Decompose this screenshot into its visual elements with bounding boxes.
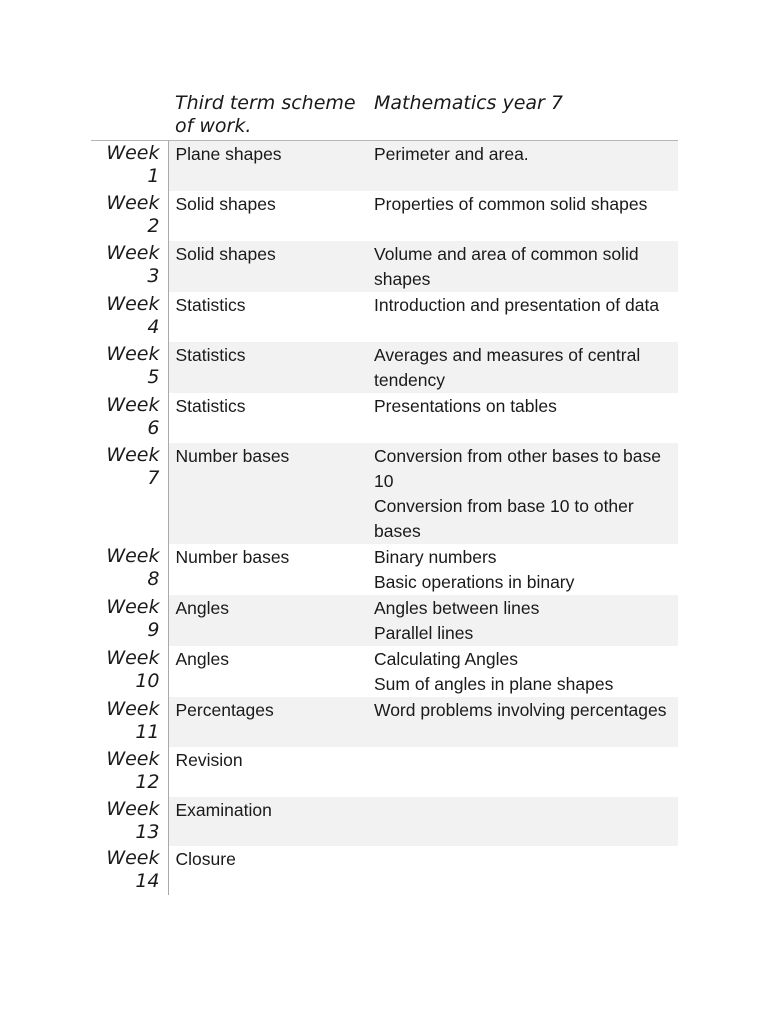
subtopic-line: Word problems involving percentages	[374, 699, 667, 720]
week-number: 6	[147, 416, 160, 439]
week-cell	[91, 292, 168, 342]
week-cell	[91, 595, 168, 646]
week-cell	[91, 191, 168, 241]
week-number: 11	[135, 720, 160, 743]
week-number: 9	[147, 618, 160, 641]
week-label: Week	[106, 292, 160, 315]
table-row	[91, 797, 678, 846]
table-row	[91, 595, 678, 646]
header-title: Third term scheme of work.	[168, 92, 371, 141]
week-cell	[91, 443, 168, 544]
week-label: Week	[106, 747, 160, 770]
topic-cell: Angles	[175, 648, 230, 669]
week-number: 4	[147, 315, 160, 338]
subtopic-cell	[371, 443, 678, 544]
topic-cell: Number bases	[175, 546, 290, 567]
week-number: 12	[135, 770, 160, 793]
header-week-cell	[91, 92, 168, 141]
subtopic-cell	[371, 646, 678, 697]
subtopic-line: Conversion from base 10 to other bases	[374, 495, 634, 541]
week-label: Week	[106, 443, 160, 466]
week-cell	[91, 393, 168, 443]
subtopic-cell	[371, 141, 678, 191]
week-cell	[91, 544, 168, 595]
table-row	[91, 544, 678, 595]
week-number: 3	[147, 264, 160, 287]
header-subject: Mathematics year 7	[371, 92, 678, 141]
week-cell	[91, 342, 168, 393]
subtopic-cell	[371, 846, 678, 895]
subtopic-line: Parallel lines	[374, 622, 474, 643]
table-row	[91, 846, 678, 895]
week-label: Week	[106, 697, 160, 720]
topic-cell: Number bases	[168, 443, 371, 544]
week-number: 14	[135, 869, 160, 892]
table-row	[91, 646, 678, 697]
scheme-of-work-table	[91, 92, 678, 895]
table-row	[91, 141, 678, 191]
subtopic-line: Averages and measures of central tendency	[374, 344, 641, 390]
week-number: 1	[147, 165, 160, 187]
week-cell	[91, 797, 168, 846]
week-number: 2	[147, 214, 160, 237]
week-label: Week	[106, 646, 160, 669]
week-cell	[91, 141, 168, 191]
table-row	[91, 697, 678, 747]
topic-cell: Closure	[175, 848, 236, 869]
subtopic-line: Introduction and presentation of data	[374, 294, 660, 315]
week-number: 13	[135, 820, 160, 843]
table-header	[91, 92, 678, 141]
topic-cell: Solid shapes	[168, 241, 371, 292]
topic-cell: Solid shapes	[175, 193, 276, 214]
subtopic-line: Calculating Angles	[374, 648, 518, 669]
topic-cell: Plane shapes	[168, 141, 371, 191]
subtopic-cell	[371, 747, 678, 797]
week-label: Week	[106, 191, 160, 214]
subtopic-cell	[371, 595, 678, 646]
table-row	[91, 342, 678, 393]
subtopic-cell	[371, 544, 678, 595]
week-label: Week	[106, 342, 160, 365]
week-label: Week	[106, 544, 160, 567]
subtopic-line: Properties of common solid shapes	[374, 193, 648, 214]
week-label: Week	[106, 846, 160, 869]
week-number: 10	[135, 669, 160, 692]
subtopic-cell	[371, 797, 678, 846]
week-number: 8	[147, 567, 160, 590]
table-row	[91, 191, 678, 241]
subtopic-line: Basic operations in binary	[374, 571, 575, 592]
subtopic-line: Volume and area of common solid shapes	[374, 243, 639, 289]
topic-cell: Revision	[175, 749, 243, 770]
week-label: Week	[106, 393, 160, 416]
subtopic-line: Perimeter and area.	[374, 144, 529, 164]
week-label: Week	[106, 241, 160, 264]
topic-cell: Statistics	[175, 294, 246, 315]
table-body	[91, 141, 678, 895]
subtopic-line: Conversion from other bases to base 10	[374, 445, 661, 491]
topic-cell: Angles	[168, 595, 371, 646]
table-row	[91, 241, 678, 292]
week-cell	[91, 846, 168, 895]
subtopic-cell	[371, 342, 678, 393]
week-label: Week	[106, 595, 160, 618]
subtopic-line: Angles between lines	[374, 597, 540, 618]
subtopic-cell	[371, 191, 678, 241]
week-number: 5	[147, 365, 160, 388]
week-cell	[91, 697, 168, 747]
subtopic-line: Binary numbers	[374, 546, 497, 567]
table-row	[91, 393, 678, 443]
table-row	[91, 443, 678, 544]
table-row	[91, 292, 678, 342]
week-cell	[91, 646, 168, 697]
subtopic-cell	[371, 393, 678, 443]
subtopic-line: Presentations on tables	[374, 395, 557, 416]
week-cell	[91, 747, 168, 797]
subtopic-cell	[371, 241, 678, 292]
week-label: Week	[106, 797, 160, 820]
topic-cell: Percentages	[168, 697, 371, 747]
topic-cell: Statistics	[175, 395, 246, 416]
table-row	[91, 747, 678, 797]
subtopic-cell	[371, 697, 678, 747]
week-label: Week	[106, 142, 160, 164]
topic-cell: Examination	[168, 797, 371, 846]
week-cell	[91, 241, 168, 292]
week-number: 7	[147, 466, 160, 489]
subtopic-line: Sum of angles in plane shapes	[374, 673, 614, 694]
topic-cell: Statistics	[168, 342, 371, 393]
subtopic-cell	[371, 292, 678, 342]
